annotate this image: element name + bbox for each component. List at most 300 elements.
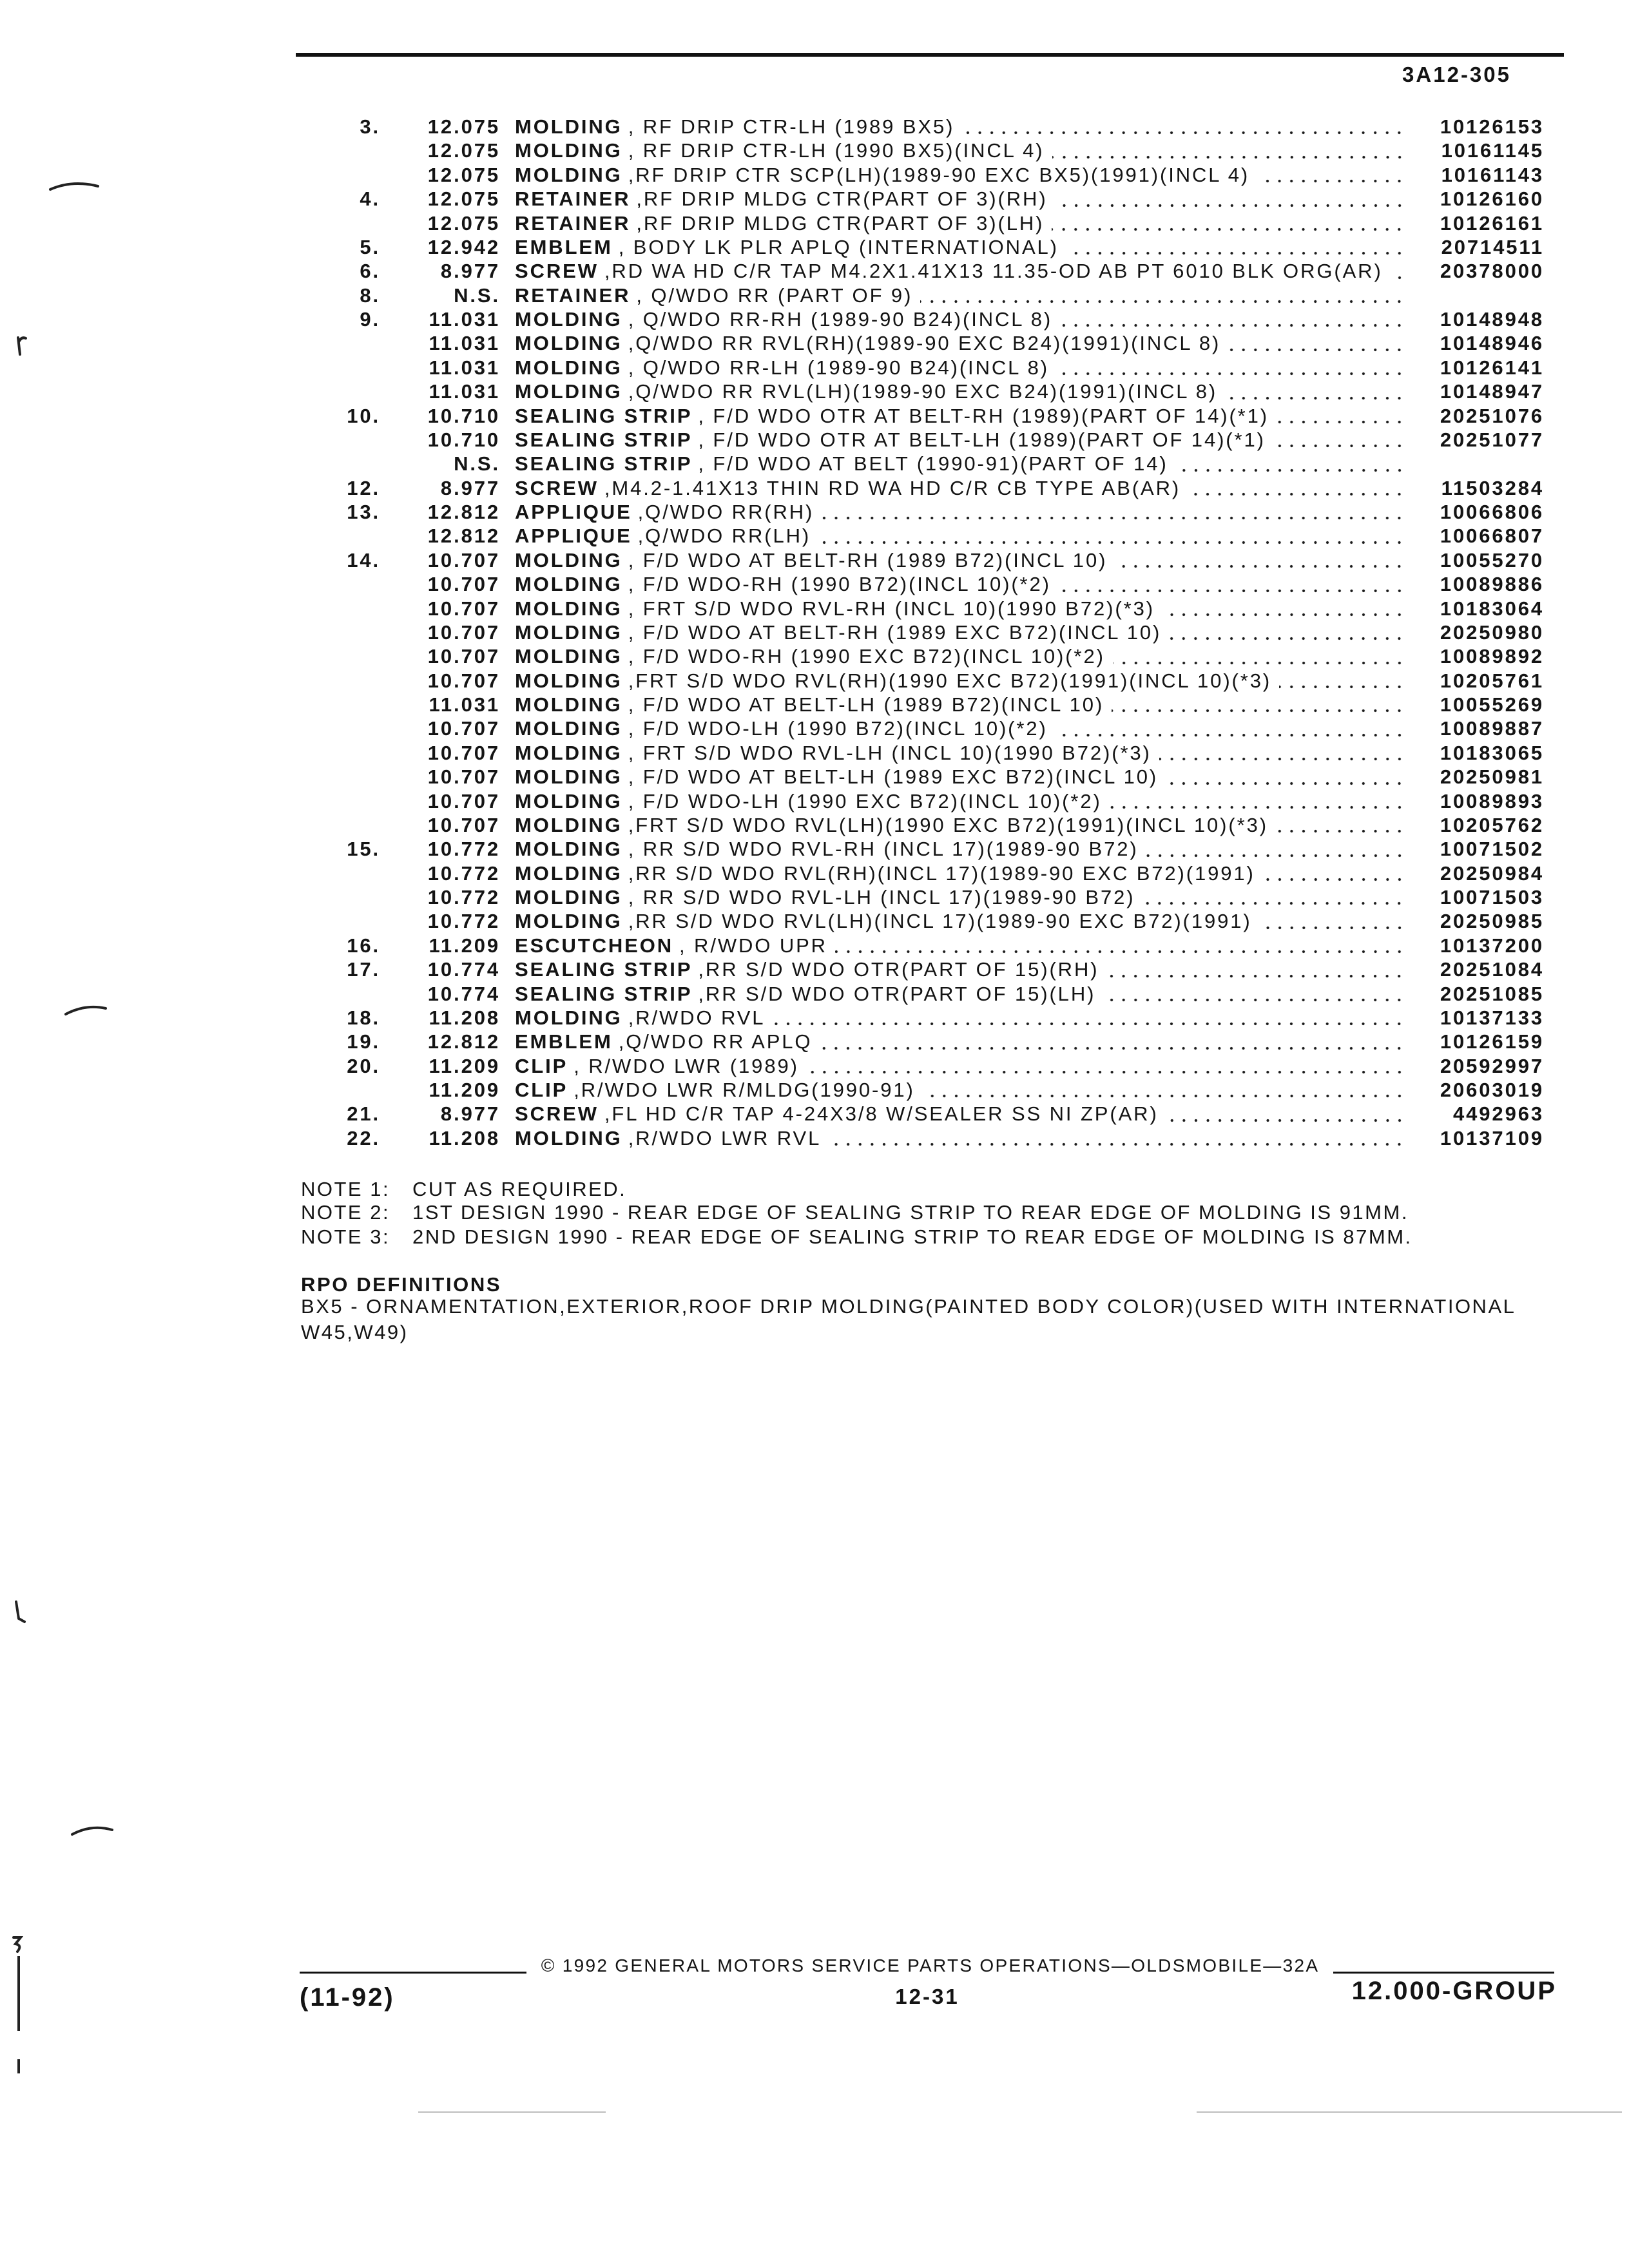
part-row [0,356,1629,380]
part-number: 10089893 [1440,789,1544,812]
note-label: NOTE 3: [301,1225,390,1248]
part-description [515,235,1405,259]
note-text: 1ST DESIGN 1990 - REAR EDGE OF SEALING STRIP TO REAR EDGE OF MOLDING IS 91MM. [412,1201,1409,1224]
part-detail: ,RR S/D WDO OTR(PART OF 15)(LH) [698,982,1096,1005]
part-description [515,1126,1405,1150]
note-label: NOTE 1: [301,1178,390,1200]
part-name: SEALING STRIP [515,404,693,427]
part-detail: , F/D WDO AT BELT-RH (1989 EXC B72)(INCL 10) [628,620,1162,644]
dot-leader [1257,163,1405,187]
part-description [515,211,1405,235]
group-number: 8.977 [440,260,500,283]
group-number: N.S. [454,284,500,307]
part-row [0,934,1629,957]
part-row [0,115,1629,139]
note-text: CUT AS REQUIRED. [412,1178,627,1200]
part-number: 20251085 [1440,982,1544,1005]
part-name: MOLDING [515,693,622,716]
part-detail: ,R/WDO LWR RVL [628,1126,822,1149]
group-number: N.S. [454,452,500,476]
part-description [515,1054,1405,1078]
part-number: 11503284 [1441,476,1544,499]
dot-leader [1162,597,1405,620]
part-detail: , RR S/D WDO RVL-RH (INCL 17)(1989-90 B72) [628,838,1139,861]
group-number: 12.812 [427,1030,500,1053]
copyright-notice: © 1992 GENERAL MOTORS SERVICE PARTS OPERATIONS—OLDSMOBILE—32A [541,1956,1320,1975]
dot-leader [923,1078,1405,1102]
part-name: SEALING STRIP [515,958,693,981]
dot-leader [1113,644,1405,668]
dot-leader [1057,356,1405,380]
part-detail: , F/D WDO-LH (1990 B72)(INCL 10)(*2) [628,717,1048,740]
part-number: 10071503 [1440,886,1544,908]
group-number: 10.707 [427,789,500,812]
part-name: MOLDING [515,620,622,644]
dot-leader [1260,909,1405,933]
part-name: MOLDING [515,1006,622,1029]
note-1 [301,1177,1525,1202]
group-number: 10.772 [427,886,500,908]
item-number: 19. [347,1030,380,1053]
part-detail: ,M4.2-1.41X13 THIN RD WA HD C/R CB TYPE AB(AR) [604,476,1181,499]
part-row [0,885,1629,909]
part-row [0,765,1629,789]
part-detail: ,Q/WDO RR RVL(LH)(1989-90 EXC B24)(1991)(INCL 8) [628,380,1218,403]
part-number: 10126160 [1440,187,1544,211]
group-number: 12.812 [427,501,500,523]
item-number: 21. [347,1102,380,1126]
part-row [0,163,1629,187]
part-row [0,837,1629,861]
part-name: CLIP [515,1054,568,1077]
item-number: 3. [360,115,380,138]
part-detail: , F/D WDO AT BELT-LH (1989 EXC B72)(INCL 10) [628,765,1159,789]
group-number: 11.209 [429,1054,500,1077]
part-number: 20250984 [1440,861,1544,885]
part-number: 20251077 [1440,428,1544,451]
part-row [0,909,1629,933]
part-name: MOLDING [515,139,622,162]
part-row [0,476,1629,500]
part-detail: ,FRT S/D WDO RVL(LH)(1990 EXC B72)(1991)(INCL 10)(*3) [628,813,1268,836]
dot-leader [1276,813,1405,837]
part-row [0,235,1629,259]
part-number: 10205761 [1440,669,1544,692]
part-description [515,669,1405,693]
part-name: EMBLEM [515,1030,613,1053]
dot-leader [1112,693,1405,716]
dot-leader [920,284,1405,307]
part-detail: , F/D WDO AT BELT-LH (1989 B72)(INCL 10) [628,693,1104,716]
part-description [515,1078,1405,1102]
part-description [515,765,1405,789]
part-detail: , R/WDO LWR (1989) [574,1054,799,1077]
part-row [0,428,1629,452]
part-detail: ,RD WA HD C/R TAP M4.2X1.41X13 11.35-OD AB PT 6010 BLK ORG(AR) [604,260,1383,283]
part-name: APPLIQUE [515,501,632,523]
page-code: 3A12-305 [1402,62,1511,86]
group-number: 10.710 [427,404,500,427]
part-description [515,500,1405,524]
part-name: RETAINER [515,211,631,235]
part-number: 10126141 [1440,356,1544,379]
dot-leader [1279,669,1405,693]
group-number: 11.031 [429,693,500,716]
note-text: 2ND DESIGN 1990 - REAR EDGE OF SEALING STRIP TO REAR EDGE OF MOLDING IS 87MM. [412,1225,1412,1248]
dot-leader [820,1030,1405,1053]
part-description [515,452,1405,476]
dot-leader [1277,404,1405,428]
part-number: 10137133 [1440,1006,1544,1029]
part-detail: ,Q/WDO RR(RH) [637,501,815,523]
dot-leader [807,1054,1405,1078]
part-row [0,380,1629,403]
group-number: 12.075 [427,163,500,186]
part-number: 10066806 [1440,501,1544,523]
group-number: 11.031 [429,308,500,331]
part-detail: , Q/WDO RR-LH (1989-90 B24)(INCL 8) [628,356,1050,379]
group-number: 10.707 [427,669,500,692]
dot-leader [1066,235,1405,259]
margin-mark [14,1937,21,1952]
part-name: MOLDING [515,813,622,836]
part-number: 20251084 [1440,958,1544,981]
part-description [515,1006,1405,1030]
part-name: MOLDING [515,380,622,403]
group-number: 10.707 [427,573,500,596]
part-row [0,982,1629,1006]
part-description [515,982,1405,1006]
group-number: 11.031 [429,356,500,379]
part-name: MOLDING [515,356,622,379]
part-row [0,139,1629,162]
part-number: 10089887 [1440,717,1544,740]
part-row [0,597,1629,620]
part-detail: , RR S/D WDO RVL-LH (INCL 17)(1989-90 B72) [628,886,1135,908]
dot-leader [773,1006,1405,1030]
parts-list [0,115,1629,1150]
part-number: 10183064 [1440,597,1544,620]
part-description [515,597,1405,620]
part-number: 10148948 [1440,308,1544,331]
item-number: 4. [360,187,380,211]
note-2 [301,1200,1525,1225]
part-detail: ,RF DRIP MLDG CTR(PART OF 3)(RH) [636,187,1048,211]
part-detail: , R/WDO UPR [679,934,827,957]
part-description [515,572,1405,596]
part-row [0,620,1629,644]
part-number: 4492963 [1453,1102,1544,1126]
part-name: MOLDING [515,308,622,331]
dot-leader [1169,620,1405,644]
part-detail: ,RF DRIP MLDG CTR(PART OF 3)(LH) [636,211,1045,235]
footer-rule-left [300,1972,526,1974]
group-number: 12.075 [427,211,500,235]
part-description [515,957,1405,981]
dot-leader [1055,716,1405,740]
part-number: 10137109 [1440,1126,1544,1149]
part-name: MOLDING [515,115,622,138]
group-number: 11.031 [429,380,500,403]
rpo-definition-line: BX5 - ORNAMENTATION,EXTERIOR,ROOF DRIP MOLDING(PAINTED BODY COLOR)(USED WITH INTERNATIONAL [301,1295,1516,1318]
part-row [0,211,1629,235]
part-name: MOLDING [515,332,622,355]
part-row [0,1078,1629,1102]
part-row [0,331,1629,355]
part-description [515,115,1405,139]
part-description [515,524,1405,548]
item-number: 5. [360,235,380,258]
item-number: 15. [347,838,380,861]
group-number: 10.707 [427,765,500,789]
dot-leader [1159,741,1405,765]
part-row [0,524,1629,548]
part-detail: , Q/WDO RR (PART OF 9) [636,284,913,307]
part-description [515,356,1405,380]
part-name: EMBLEM [515,235,613,258]
rpo-definitions-heading: RPO DEFINITIONS [301,1273,502,1296]
dot-leader [1052,139,1405,162]
part-name: ESCUTCHEON [515,934,674,957]
dot-leader [835,934,1405,957]
part-detail: ,RF DRIP CTR SCP(LH)(1989-90 EXC BX5)(1991)(INCL 4) [628,163,1250,186]
group-number: 11.208 [429,1126,500,1149]
part-row [0,669,1629,693]
dot-leader [1188,476,1405,500]
item-number: 22. [347,1126,380,1149]
note-3 [301,1225,1525,1249]
date-code: (11-92) [300,1983,395,2012]
header-rule [296,53,1564,57]
part-name: MOLDING [515,717,622,740]
part-description [515,789,1405,813]
item-number: 16. [347,934,380,957]
part-number: 20251076 [1440,404,1544,427]
dot-leader [962,115,1405,139]
item-number: 18. [347,1006,380,1029]
part-number: 10126161 [1440,211,1544,235]
part-number: 10161145 [1441,139,1544,162]
part-detail: ,RR S/D WDO RVL(LH)(INCL 17)(1989-90 EXC B72)(1991) [628,910,1252,933]
part-description [515,861,1405,885]
part-number: 10148947 [1440,380,1544,403]
part-name: MOLDING [515,163,622,186]
part-name: SCREW [515,476,599,499]
part-description [515,548,1405,572]
part-number: 20250985 [1440,910,1544,933]
part-row [0,693,1629,716]
group-number: 12.942 [427,235,500,258]
part-detail: ,Q/WDO RR(LH) [637,524,811,548]
part-description [515,187,1405,211]
part-detail: , RF DRIP CTR-LH (1989 BX5) [628,115,955,138]
part-description [515,307,1405,331]
part-row [0,259,1629,283]
part-name: MOLDING [515,548,622,572]
part-description [515,163,1405,187]
item-number: 13. [347,501,380,523]
part-description [515,716,1405,740]
part-name: RETAINER [515,284,631,307]
part-detail: , RF DRIP CTR-LH (1990 BX5)(INCL 4) [628,139,1045,162]
part-description [515,1030,1405,1053]
part-detail: , F/D WDO-RH (1990 B72)(INCL 10)(*2) [628,573,1051,596]
part-detail: , FRT S/D WDO RVL-LH (INCL 10)(1990 B72)(*3) [628,741,1152,764]
part-row [0,404,1629,428]
part-name: MOLDING [515,669,622,692]
part-description [515,644,1405,668]
part-detail: , F/D WDO AT BELT-RH (1989 B72)(INCL 10) [628,548,1108,572]
item-number: 6. [360,260,380,283]
part-row [0,1126,1629,1150]
part-name: MOLDING [515,645,622,668]
dot-leader [1166,1102,1405,1126]
part-row [0,548,1629,572]
part-row [0,1102,1629,1126]
part-detail: ,Q/WDO RR RVL(RH)(1989-90 EXC B24)(1991)(INCL 8) [628,332,1221,355]
dot-leader [1263,861,1405,885]
group-number: 10.774 [427,958,500,981]
part-detail: , Q/WDO RR-RH (1989-90 B24)(INCL 8) [628,308,1053,331]
part-name: MOLDING [515,861,622,885]
part-description [515,1102,1405,1126]
part-detail: ,FRT S/D WDO RVL(RH)(1990 EXC B72)(1991)(INCL 10)(*3) [628,669,1272,692]
margin-mark [16,1602,24,1622]
group-number: 11.209 [429,934,500,957]
group-number: 10.707 [427,741,500,764]
part-row [0,1054,1629,1078]
part-description [515,813,1405,837]
part-name: MOLDING [515,1126,622,1149]
item-number: 9. [360,308,380,331]
part-description [515,331,1405,355]
part-detail: , FRT S/D WDO RVL-RH (INCL 10)(1990 B72)(*3) [628,597,1155,620]
dot-leader [822,500,1405,524]
part-detail: ,R/WDO LWR R/MLDG(1990-91) [574,1079,915,1101]
part-number: 20592997 [1440,1054,1544,1077]
part-number: 10183065 [1440,741,1544,764]
part-name: MOLDING [515,597,622,620]
part-number: 20714511 [1441,235,1544,258]
part-number: 10089892 [1440,645,1544,668]
part-row [0,187,1629,211]
dot-leader [1146,837,1405,861]
part-number: 10071502 [1440,838,1544,861]
dot-leader [1273,428,1405,452]
group-number: 12.075 [427,139,500,162]
part-name: MOLDING [515,910,622,933]
part-row [0,572,1629,596]
part-name: APPLIQUE [515,524,632,548]
group-number: 10.772 [427,838,500,861]
part-number: 10066807 [1440,524,1544,548]
dot-leader [1060,307,1405,331]
part-detail: ,Q/WDO RR APLQ [618,1030,813,1053]
part-description [515,139,1405,162]
item-number: 20. [347,1054,380,1077]
part-number: 10126153 [1440,115,1544,138]
dot-leader [1166,765,1405,789]
part-row [0,1030,1629,1053]
part-detail: , F/D WDO AT BELT (1990-91)(PART OF 14) [698,452,1168,476]
margin-mark [72,1828,112,1834]
item-number: 17. [347,958,380,981]
part-row [0,789,1629,813]
page-number: 12-31 [895,1984,959,2008]
rpo-definition-line: W45,W49) [301,1321,409,1343]
part-number: 10126159 [1440,1030,1544,1053]
part-detail: , F/D WDO-RH (1990 EXC B72)(INCL 10)(*2) [628,645,1105,668]
part-row [0,500,1629,524]
part-description [515,404,1405,428]
part-name: CLIP [515,1079,568,1101]
group-number: 10.707 [427,813,500,836]
part-number: 10055269 [1440,693,1544,716]
part-name: MOLDING [515,765,622,789]
dot-leader [1059,572,1405,596]
part-number: 10137200 [1440,934,1544,957]
part-row [0,1006,1629,1030]
group-number: 10.707 [427,597,500,620]
part-description [515,284,1405,307]
group-number: 10.707 [427,548,500,572]
part-number: 20378000 [1440,260,1544,283]
dot-leader [1228,331,1405,355]
part-row [0,452,1629,476]
part-detail: , F/D WDO OTR AT BELT-LH (1989)(PART OF 14)(*1) [698,428,1266,451]
part-detail: ,RR S/D WDO RVL(RH)(INCL 17)(1989-90 EXC B72)(1991) [628,861,1255,885]
part-detail: , BODY LK PLR APLQ (INTERNATIONAL) [618,235,1059,258]
dot-leader [1391,259,1405,283]
part-description [515,620,1405,644]
part-detail: ,RR S/D WDO OTR(PART OF 15)(RH) [698,958,1099,981]
part-description [515,428,1405,452]
part-name: MOLDING [515,573,622,596]
part-row [0,861,1629,885]
part-description [515,693,1405,716]
part-name: SCREW [515,1102,599,1126]
group-number: 12.075 [427,115,500,138]
part-description [515,741,1405,765]
part-row [0,644,1629,668]
part-number: 10089886 [1440,573,1544,596]
part-name: SEALING STRIP [515,452,693,476]
dot-leader [1106,957,1405,981]
dot-leader [1052,211,1405,235]
dot-leader [1115,548,1405,572]
group-number: 12.812 [427,524,500,548]
part-description [515,934,1405,957]
item-number: 12. [347,476,380,499]
item-number: 10. [347,404,380,427]
dot-leader [1176,452,1405,476]
item-number: 8. [360,284,380,307]
group-number: 12.075 [427,187,500,211]
part-detail: , F/D WDO-LH (1990 EXC B72)(INCL 10)(*2) [628,789,1102,812]
group-number: 11.209 [429,1079,500,1101]
part-row [0,716,1629,740]
part-number: 20250980 [1440,620,1544,644]
dot-leader [829,1126,1405,1150]
part-number: 10148946 [1440,332,1544,355]
dot-leader [1103,982,1405,1006]
group-number: 8.977 [440,1102,500,1126]
part-detail: ,R/WDO RVL [628,1006,766,1029]
part-description [515,476,1405,500]
part-name: MOLDING [515,838,622,861]
part-number: 10161143 [1441,163,1544,186]
part-description [515,837,1405,861]
